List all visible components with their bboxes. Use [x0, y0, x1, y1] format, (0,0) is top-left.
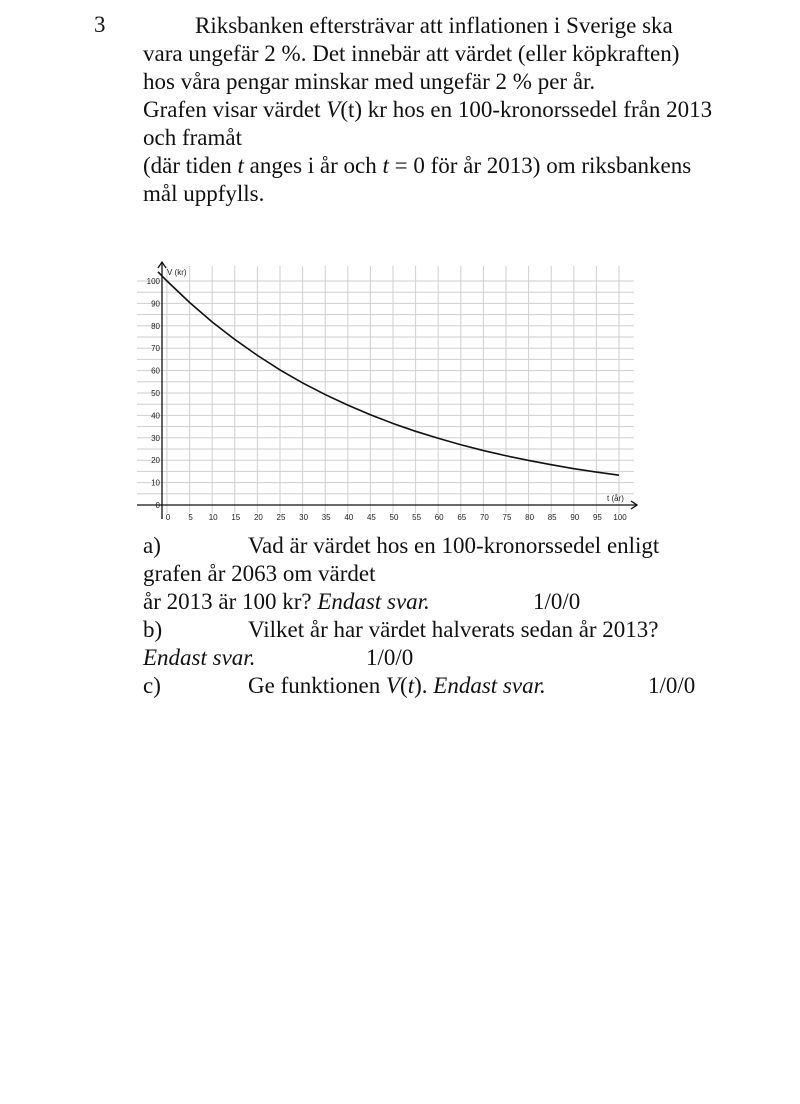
y-tick-label: 0	[155, 501, 160, 510]
x-tick-label: 15	[231, 513, 241, 522]
question-c-endast-svar: Endast svar.	[433, 673, 546, 698]
y-tick-label: 60	[151, 366, 160, 376]
value-curve	[158, 272, 619, 475]
question-c-text-group	[248, 672, 546, 700]
question-c-line-1	[143, 672, 743, 700]
y-tick-label: 40	[151, 411, 160, 421]
x-tick-label: 0	[165, 513, 171, 522]
x-tick-label: 50	[389, 513, 399, 522]
question-c-var-v: V	[385, 673, 401, 698]
chart-grid	[137, 266, 634, 513]
x-tick-label: 80	[525, 513, 535, 522]
question-b-line-1	[143, 616, 743, 644]
question-a-label: a)	[143, 533, 161, 558]
intro-text-2b: (t) kr hos en 100-kronorssedel från 2013 och framåt	[143, 97, 713, 150]
question-number: 3	[94, 12, 106, 37]
question-c-paren-close: ).	[414, 673, 434, 698]
question-a-text: Vad är värdet hos en 100-kronorssedel enligt	[248, 533, 660, 558]
question-b-points: 1/0/0	[366, 645, 414, 670]
intro-var-t2: t	[382, 153, 389, 178]
question-intro	[143, 12, 713, 208]
question-b-endast-svar: Endast svar.	[143, 645, 256, 670]
question-a-text-2: grafen år 2063 om värdet	[143, 561, 376, 586]
question-c-label: c)	[143, 673, 161, 698]
x-tick-label: 5	[188, 513, 193, 522]
x-tick-label: 60	[434, 513, 444, 522]
intro-paragraph-1	[143, 12, 713, 96]
y-tick-label: 30	[151, 433, 160, 443]
question-b-text: Vilket år har värdet halverats sedan år 2013?	[248, 617, 659, 642]
x-tick-label: 75	[502, 513, 512, 522]
intro-var-t1: t	[237, 153, 244, 178]
question-c-text: Ge funktionen	[248, 673, 386, 698]
value-chart	[132, 258, 642, 528]
y-axis-label: V (kr)	[167, 268, 187, 277]
x-tick-label: 95	[592, 513, 602, 522]
x-tick-label: 25	[276, 513, 286, 522]
x-axis-label: t (år)	[607, 494, 624, 503]
x-tick-label: 40	[344, 513, 354, 522]
question-a-line-3	[143, 588, 743, 616]
question-a-line-2	[143, 560, 743, 588]
x-tick-label: 100	[613, 513, 627, 522]
intro-paragraph-2	[143, 96, 713, 152]
question-c-var-t: t	[407, 673, 415, 698]
question-c-points: 1/0/0	[648, 673, 696, 698]
y-tick-label: 70	[151, 344, 160, 354]
y-tick-label: 10	[151, 478, 160, 488]
question-a-points: 1/0/0	[533, 589, 581, 614]
question-a-line-1	[143, 532, 743, 560]
intro-text-1: Riksbanken eftersträvar att inflationen i Sverige ska vara ungefär 2 %. Det innebär att värdet (eller köpkraften) hos våra pengar minskar med ungefär 2 % per år.	[143, 13, 680, 94]
question-c-paren-open: (	[400, 673, 408, 698]
y-tick-label: 20	[151, 456, 160, 466]
chart-svg	[132, 258, 642, 528]
y-tick-label: 90	[151, 299, 160, 309]
x-tick-label: 35	[321, 513, 331, 522]
y-tick-label: 100	[146, 277, 160, 286]
y-tick-label: 80	[151, 321, 160, 331]
question-b-label: b)	[143, 617, 163, 642]
y-tick-label: 50	[151, 389, 160, 398]
intro-var-v: V	[326, 97, 341, 122]
sub-questions	[143, 532, 743, 700]
x-tick-label: 45	[366, 513, 376, 522]
x-tick-label: 10	[208, 513, 218, 522]
x-tick-label: 70	[479, 513, 489, 522]
x-tick-label: 85	[547, 513, 557, 522]
x-tick-label: 55	[412, 513, 422, 522]
x-tick-label: 90	[570, 513, 580, 522]
chart-ticks	[147, 277, 628, 522]
x-tick-label: 20	[253, 513, 263, 522]
question-a-endast-svar: Endast svar.	[317, 589, 430, 614]
intro-text-3b: anges i år och	[243, 153, 383, 178]
chart-curve-layer	[158, 272, 619, 475]
question-b-line-2	[143, 644, 743, 672]
intro-text-3c: = 0 för år 2013) om riksbankens mål uppfylls.	[143, 153, 692, 206]
intro-paragraph-3	[143, 152, 713, 208]
intro-text-2a: Grafen visar värdet	[143, 97, 327, 122]
x-tick-label: 30	[299, 513, 309, 522]
question-a-text-3: år 2013 är 100 kr?	[143, 589, 318, 614]
x-tick-label: 65	[457, 513, 467, 522]
intro-text-3a: (där tiden	[143, 153, 238, 178]
question-a-text-3-group	[143, 588, 430, 616]
